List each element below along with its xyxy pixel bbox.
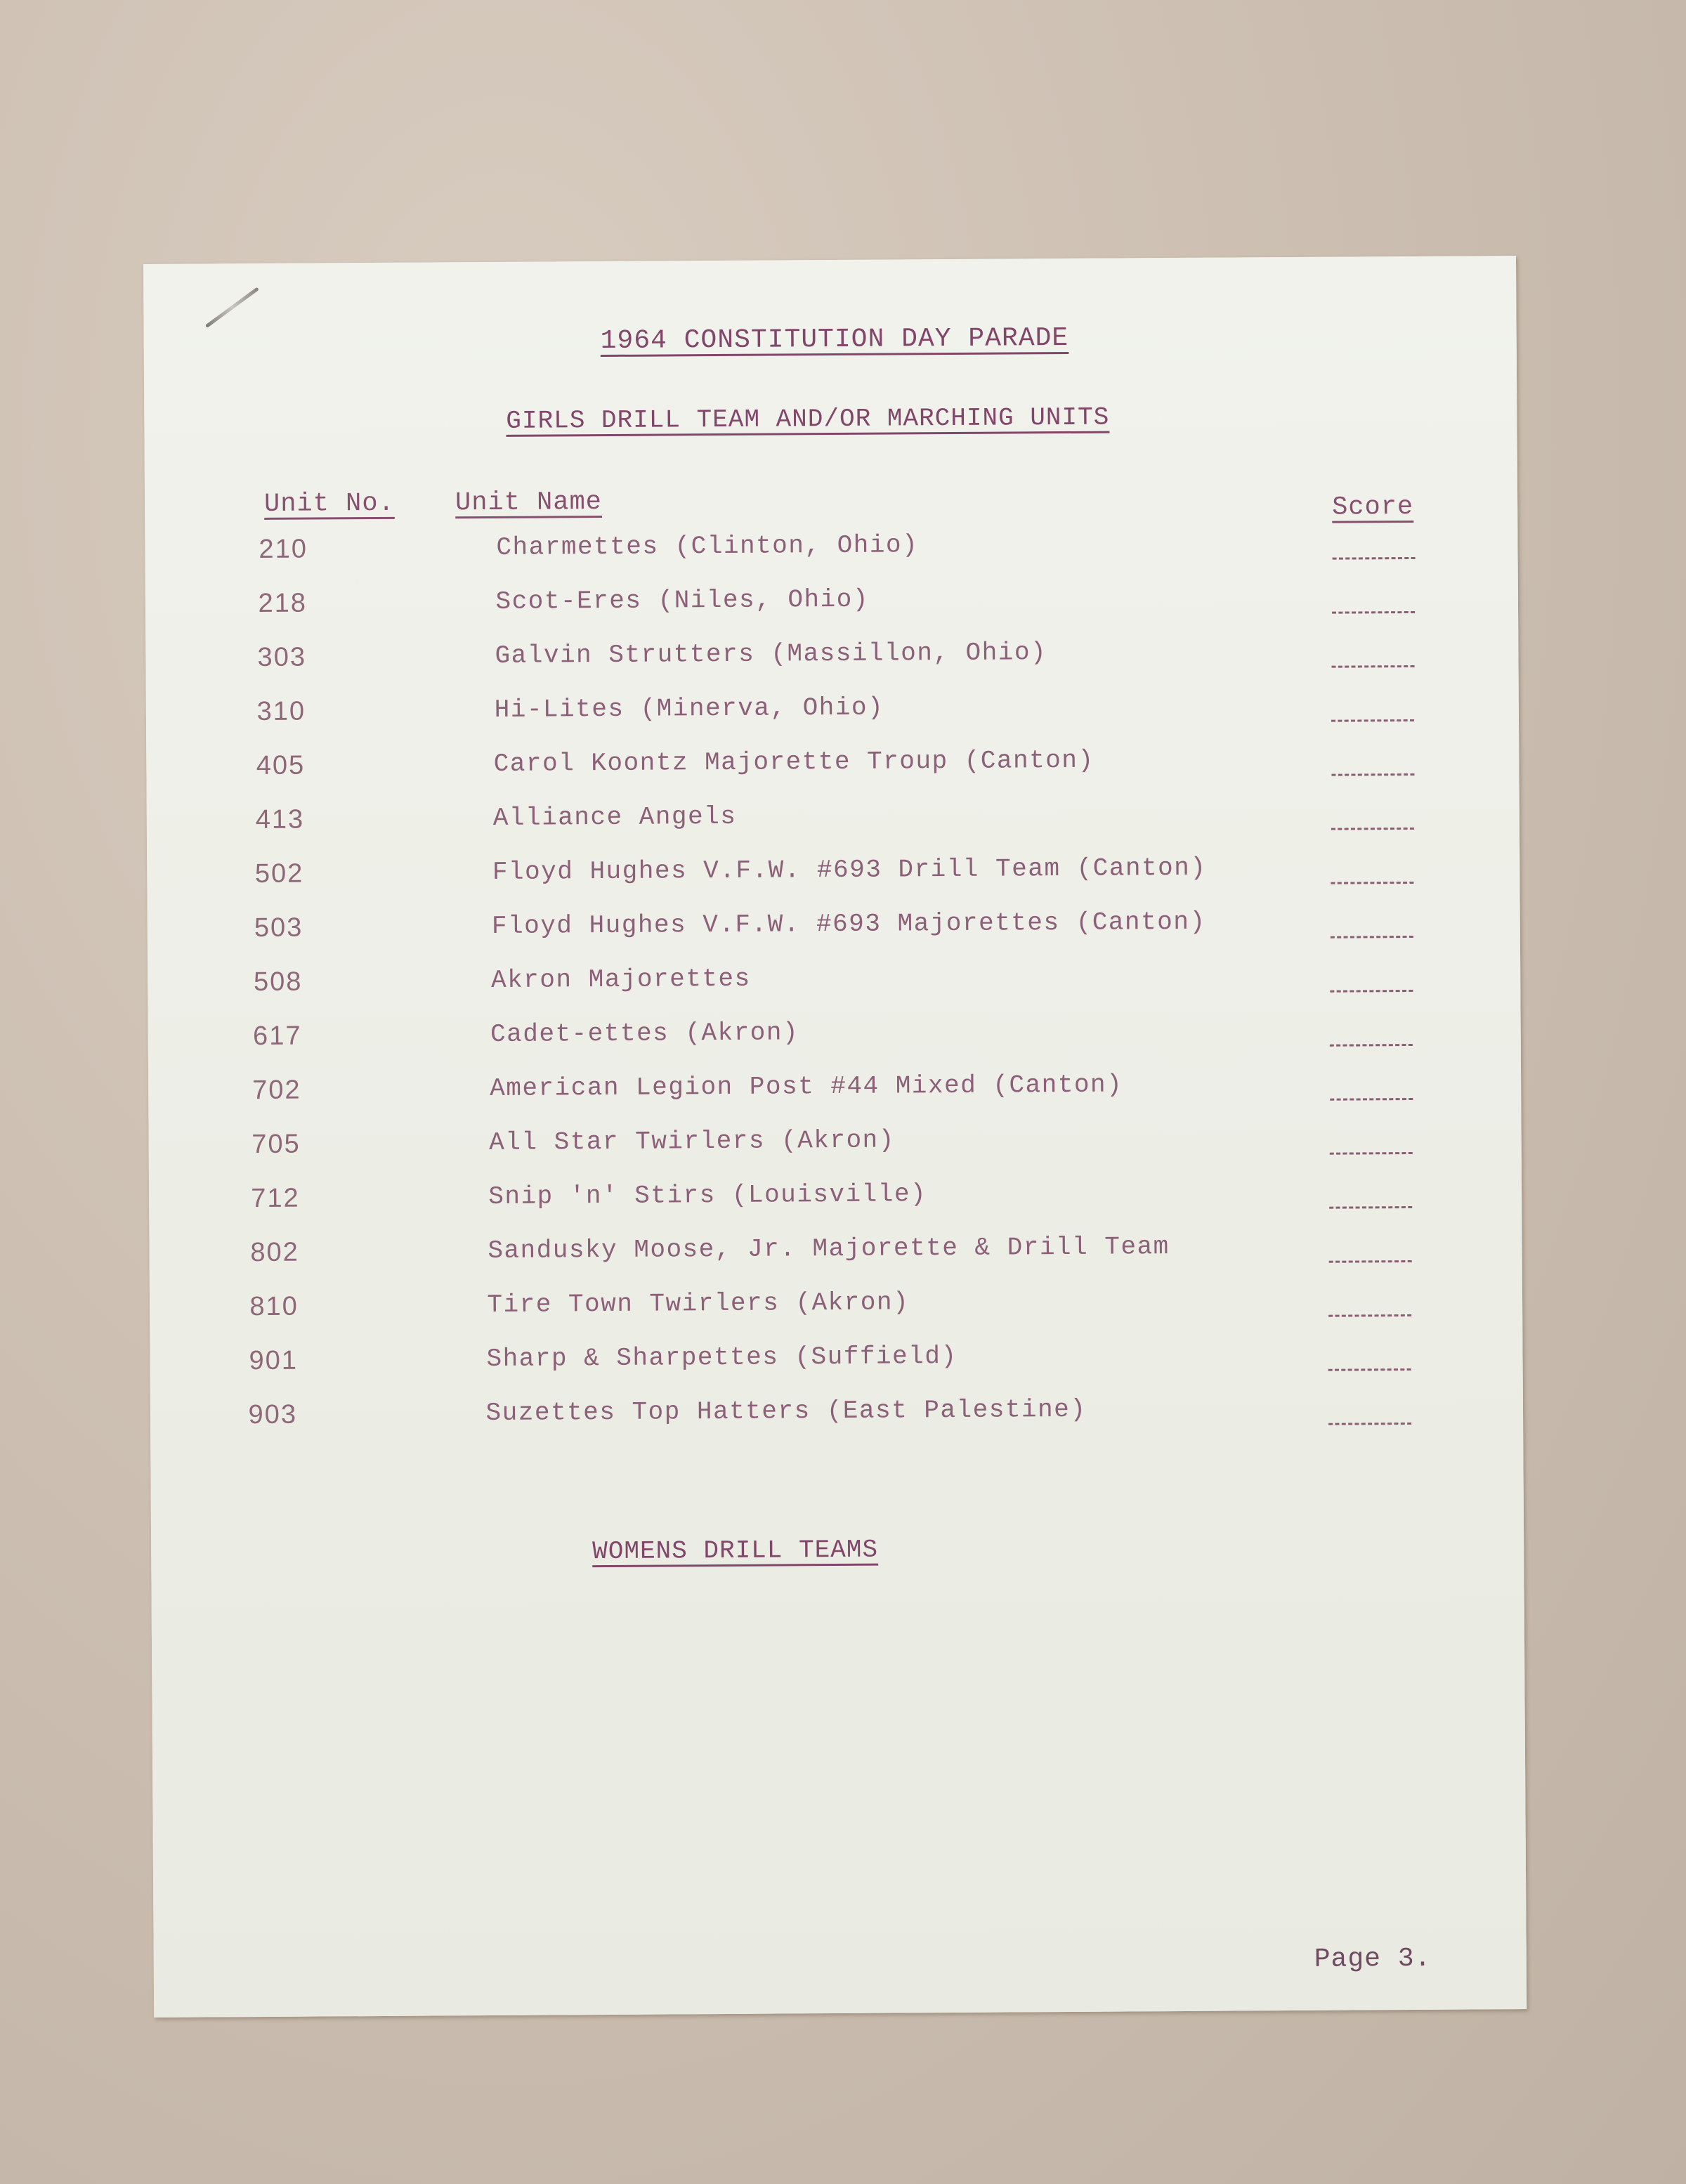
score-blank [1329, 1260, 1412, 1263]
score-blank [1328, 1368, 1411, 1371]
table-row [148, 905, 1520, 968]
score-blank [1333, 557, 1416, 560]
unit-number: 508 [253, 967, 303, 998]
score-blank [1330, 1152, 1413, 1155]
unit-number: 702 [252, 1075, 301, 1106]
unit-name: Galvin Strutters (Massillon, Ohio) [495, 638, 1047, 670]
unit-name: Scot-Eres (Niles, Ohio) [495, 584, 870, 616]
section-heading-girls-drill-teams: GIRLS DRILL TEAM AND/OR MARCHING UNITS [506, 403, 1110, 436]
table-row [146, 743, 1519, 806]
score-blank [1331, 773, 1414, 776]
unit-name: Akron Majorettes [490, 964, 751, 995]
unit-name: American Legion Post #44 Mixed (Canton) [490, 1070, 1123, 1104]
unit-name: Suzettes Top Hatters (East Palestine) [485, 1394, 1087, 1428]
unit-name: Sandusky Moose, Jr. Majorette & Drill Team [488, 1232, 1170, 1266]
table-row [145, 635, 1518, 698]
page-number: Page 3. [1314, 1943, 1432, 1975]
table-row [145, 581, 1518, 643]
staple [205, 287, 259, 328]
score-blank [1328, 1314, 1411, 1317]
table-row [150, 1338, 1522, 1401]
section-heading-womens-drill-teams: WOMENS DRILL TEAMS [592, 1535, 879, 1567]
table-row [148, 960, 1520, 1022]
table-row [148, 1014, 1521, 1076]
unit-number: 901 [249, 1345, 299, 1376]
unit-number: 310 [256, 696, 306, 727]
table-row [150, 1284, 1522, 1347]
unit-number: 617 [252, 1021, 302, 1052]
column-header-unit-name: Unit Name [455, 488, 603, 518]
unit-name: Sharp & Sharpettes (Suffield) [486, 1341, 958, 1374]
score-blank [1329, 1206, 1412, 1209]
unit-name: Hi-Lites (Minerva, Ohio) [494, 693, 884, 724]
unit-number: 210 [259, 534, 308, 565]
unit-name: Snip 'n' Stirs (Louisville) [488, 1179, 927, 1212]
paper-sheet [143, 256, 1527, 2018]
table-row [146, 689, 1519, 752]
score-blank [1330, 1098, 1413, 1101]
unit-name: Floyd Hughes V.F.W. #693 Drill Team (Canton) [492, 853, 1207, 887]
score-blank [1330, 1044, 1413, 1047]
score-blank [1331, 882, 1413, 884]
table-row [147, 851, 1520, 914]
unit-name: Tire Town Twirlers (Akron) [487, 1288, 910, 1320]
table-row [150, 1392, 1523, 1455]
unit-name: Charmettes (Clinton, Ohio) [496, 530, 919, 562]
score-blank [1332, 665, 1415, 668]
score-blank [1328, 1423, 1411, 1425]
score-blank [1331, 936, 1413, 939]
score-blank [1331, 719, 1414, 722]
unit-number: 303 [257, 642, 307, 673]
unit-name: Carol Koontz Majorette Troup (Canton) [493, 745, 1094, 778]
table-row [149, 1230, 1522, 1293]
score-blank [1331, 828, 1414, 830]
unit-number: 802 [250, 1237, 299, 1268]
table-row [149, 1122, 1522, 1184]
unit-list [145, 527, 1523, 1455]
table-row [147, 797, 1520, 860]
unit-name: Cadet-ettes (Akron) [490, 1018, 799, 1050]
table-row [148, 1068, 1521, 1130]
unit-name: All Star Twirlers (Akron) [489, 1125, 895, 1158]
unit-number: 712 [251, 1183, 300, 1214]
table-row [145, 527, 1517, 589]
unit-number: 810 [249, 1291, 299, 1322]
unit-number: 502 [254, 858, 304, 889]
unit-number: 503 [254, 913, 303, 943]
unit-number: 218 [258, 588, 308, 619]
unit-name: Alliance Angels [492, 802, 737, 832]
score-blank [1332, 611, 1415, 614]
table-row [149, 1176, 1522, 1238]
score-blank [1331, 990, 1413, 993]
unit-number: 903 [248, 1399, 298, 1430]
page-title: 1964 CONSTITUTION DAY PARADE [600, 322, 1069, 357]
unit-number: 405 [256, 750, 306, 781]
unit-number: 413 [255, 804, 305, 835]
unit-number: 705 [251, 1129, 301, 1160]
column-header-score: Score [1332, 492, 1414, 523]
unit-name: Floyd Hughes V.F.W. #693 Majorettes (Canton) [491, 907, 1206, 941]
column-header-unit-no: Unit No. [263, 488, 395, 519]
